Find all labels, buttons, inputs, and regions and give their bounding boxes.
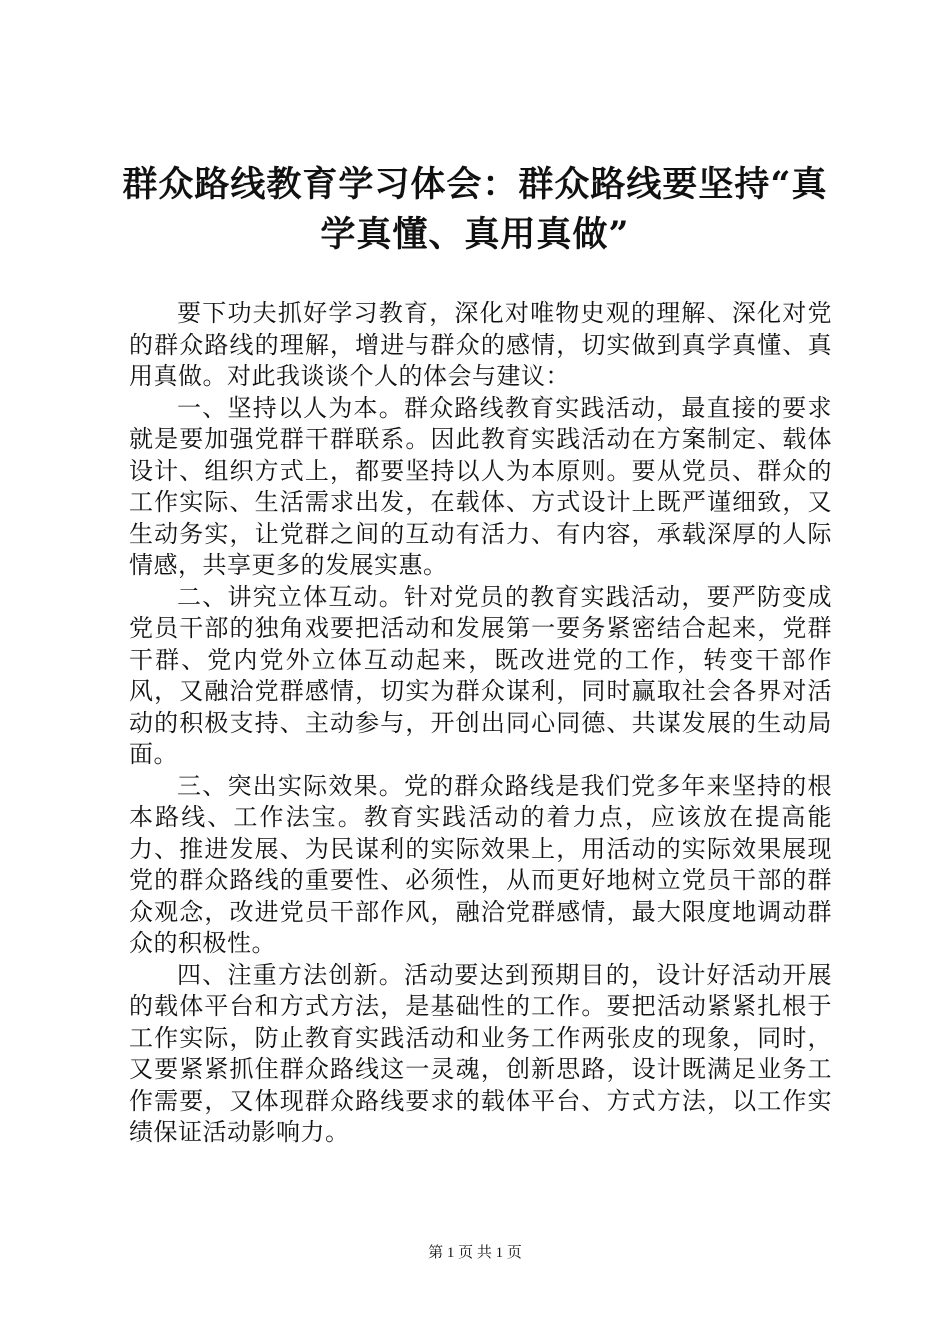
body-paragraph-2: 二、讲究立体互动。针对党员的教育实践活动，要严防变成党员干部的独角戏要把活动和发展第一要务紧密结合起来，党群干群、党内党外立体互动起来，既改进党的工作，转变干部作风，又融洽党群感情，切实为群众谋利，同时赢取社会各界对活动的积极支持、主动参与，开创出同心同德、共谋发展的生动局面。 <box>129 582 832 768</box>
body-paragraph-1: 一、坚持以人为本。群众路线教育实践活动，最直接的要求就是要加强党群干群联系。因此教育实践活动在方案制定、载体设计、组织方式上，都要坚持以人为本原则。要从党员、群众的工作实际、生活需求出发，在载体、方式设计上既严谨细致，又生动务实，让党群之间的互动有活力、有内容，承载深厚的人际情感，共享更多的发展实惠。 <box>129 393 832 579</box>
page-number-label: 第 1 页 共 1 页 <box>428 1245 522 1261</box>
title-line-2: 学真懂、真用真做” <box>320 214 630 255</box>
body-paragraph-intro: 要下功夫抓好学习教育，深化对唯物史观的理解、深化对党的群众路线的理解，增进与群众的感情，切实做到真学真懂、真用真做。对此我谈谈个人的体会与建议： <box>129 299 832 390</box>
page-footer <box>0 1243 950 1263</box>
document-title <box>100 160 850 260</box>
body-paragraph-4: 四、注重方法创新。活动要达到预期目的，设计好活动开展的载体平台和方式方法，是基础性的工作。要把活动紧紧扎根于工作实际，防止教育实践活动和业务工作两张皮的现象，同时，又要紧紧抓住群众路线这一灵魂，创新思路，设计既满足业务工作需要，又体现群众路线要求的载体平台、方式方法，以工作实绩保证活动影响力。 <box>129 960 832 1146</box>
body-paragraph-3: 三、突出实际效果。党的群众路线是我们党多年来坚持的根本路线、工作法宝。教育实践活动的着力点，应该放在提高能力、推进发展、为民谋利的实际效果上，用活动的实际效果展现党的群众路线的重要性、必须性，从而更好地树立党员干部的群众观念，改进党员干部作风，融洽党群感情，最大限度地调动群众的积极性。 <box>129 771 832 957</box>
document-body <box>129 298 832 1149</box>
title-line-1: 群众路线教育学习体会：群众路线要坚持“真 <box>122 164 828 205</box>
